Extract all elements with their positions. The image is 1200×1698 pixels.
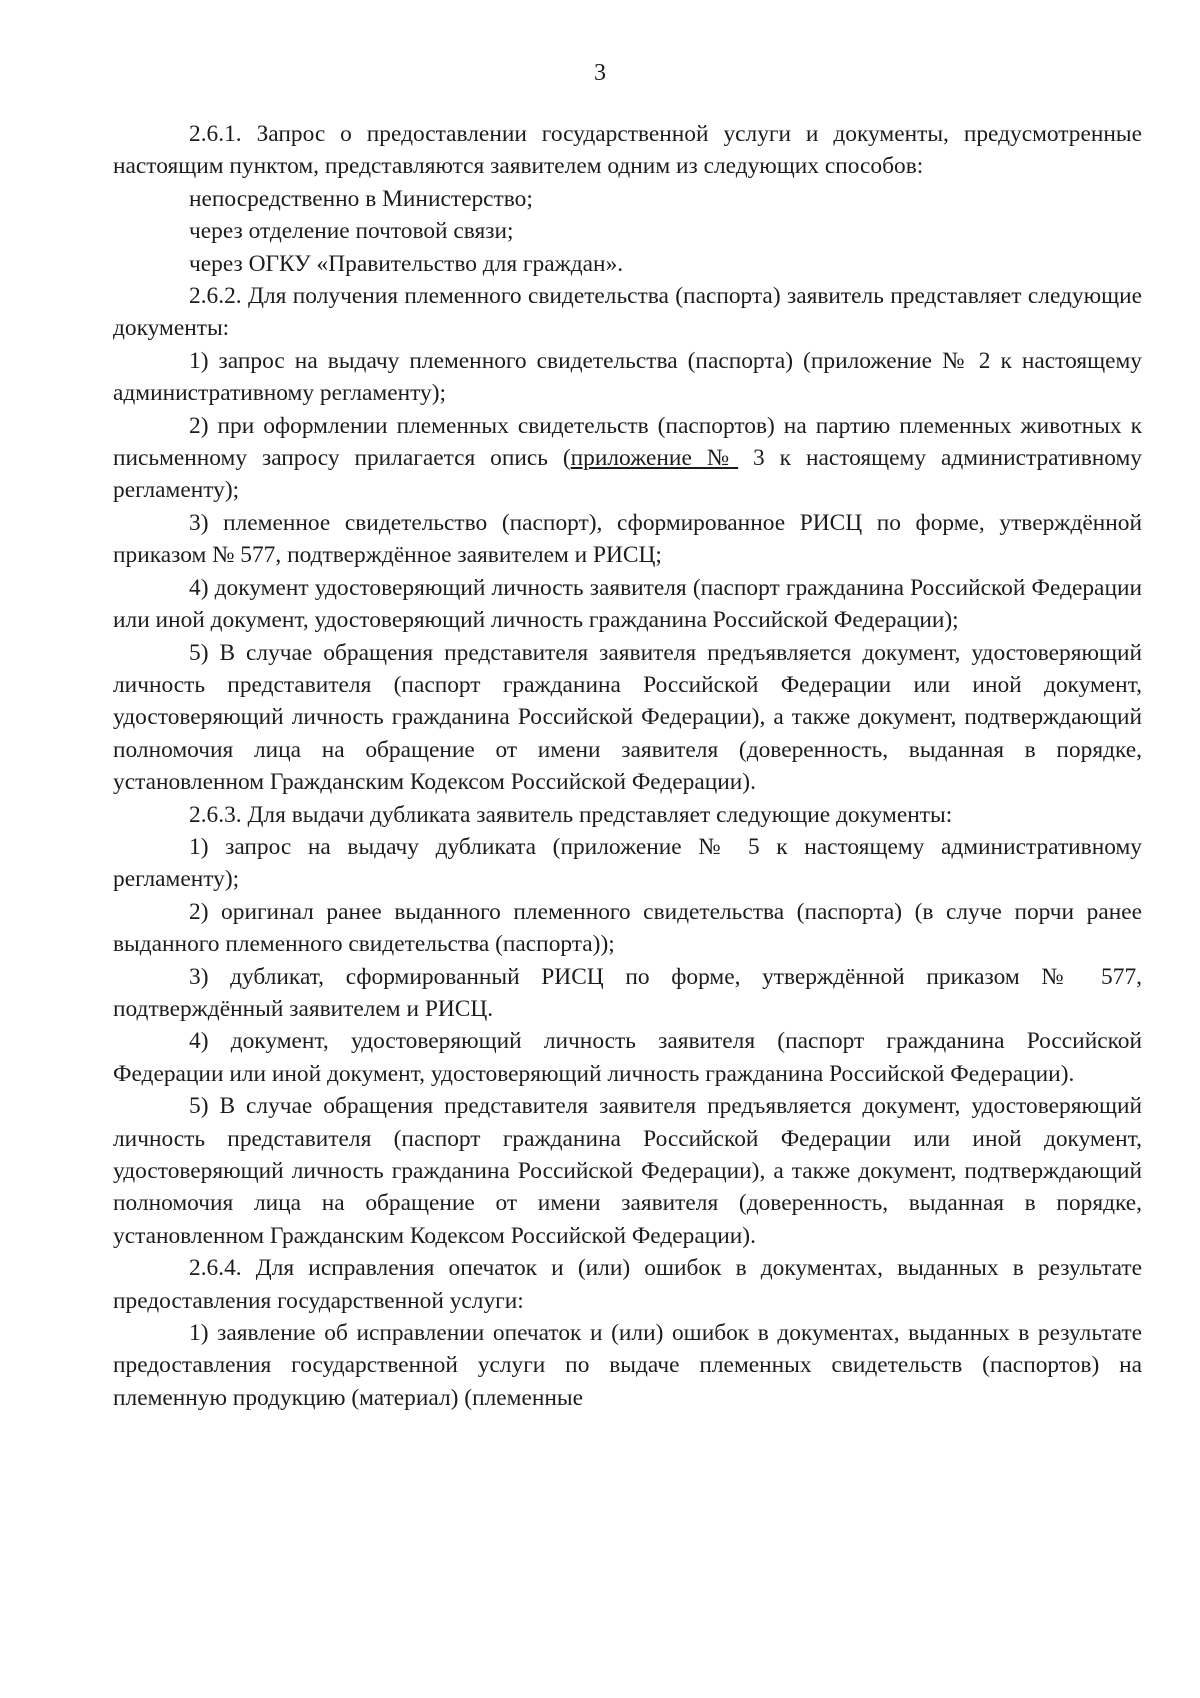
paragraph-2-6-2-item-4: 4) документ удостоверяющий личность заявителя (паспорт гражданина Российской Федерации или иной документ, удостоверяющий личность гражданина Российской Федерации); — [113, 574, 1142, 634]
paragraph-2-6-2-item-2 — [113, 410, 1142, 507]
paragraph-2-6-4: 2.6.4. Для исправления опечаток и (или) ошибок в документах, выданных в результате предоставления государственной услуги: — [113, 1255, 1142, 1314]
paragraph-2-6-3: 2.6.3. Для выдачи дубликата заявитель представляет следующие документы: — [189, 801, 953, 828]
paragraph-2-6-3-item-4: 4) документ, удостоверяющий личность заявителя (паспорт гражданина Российской Федерации или иной документ, удостоверяющий личность гражданина Российской Федерации). — [113, 1028, 1142, 1087]
list-item-post: через отделение почтовой связи; — [189, 218, 514, 245]
paragraph-2-6-2-item-3: 3) племенное свидетельство (паспорт), сформированное РИСЦ по форме, утверждённой приказом № 577, подтверждённое заявителем и РИСЦ; — [113, 509, 1142, 569]
item-2-text-after: 3 к настоящему административному регламенту); — [113, 445, 1143, 504]
page-number: 3 — [594, 60, 606, 86]
paragraph-2-6-3-item-5: 5) В случае обращения представителя заявителя предъявляется документ, удостоверяющий личность представителя (паспорт гражданина Российской Федерации или иной документ, удостоверяющий личность гражданина Российской Федерации), а также документ, подтверждающий полномочия лица на обращение от имени заявителя (доверенность, выданная в порядке, установленном Гражданским Кодексом Российской Федерации). — [113, 1093, 1142, 1249]
list-item-ogku: через ОГКУ «Правительство для граждан». — [189, 250, 624, 277]
item-2-text-before: 2) при оформлении племенных свидетельств (паспортов) на партию племенных животных к письменному запросу прилагается опись ( — [113, 412, 1142, 472]
paragraph-2-6-1: 2.6.1. Запрос о предоставлении государственной услуги и документы, предусмотренные настоящим пунктом, представляются заявителем одним из следующих способов: — [113, 121, 1142, 180]
document-body — [113, 118, 1142, 1414]
paragraph-2-6-2-item-1: 1) запрос на выдачу племенного свидетельства (паспорта) (приложение № 2 к настоящему административному регламенту); — [113, 347, 1142, 407]
list-item-ministry: непосредственно в Министерство; — [189, 185, 533, 212]
paragraph-2-6-2: 2.6.2. Для получения племенного свидетельства (паспорта) заявитель представляет следующие документы: — [113, 283, 1142, 342]
paragraph-2-6-4-item-1: 1) заявление об исправлении опечаток и (или) ошибок в документах, выданных в результате предоставления государственной услуги по выдаче племенных свидетельств (паспортов) на племенную продукцию (материал) (племенные — [113, 1320, 1142, 1411]
appendix-3-link[interactable]: приложение № — [570, 445, 739, 472]
paragraph-2-6-3-item-2: 2) оригинал ранее выданного племенного свидетельства (паспорта) (в случе порчи ранее выданного племенного свидетельства (паспорта)); — [113, 898, 1142, 958]
paragraph-2-6-3-item-3: 3) дубликат, сформированный РИСЦ по форме, утверждённой приказом № 577, подтверждённый заявителем и РИСЦ. — [113, 963, 1142, 1022]
paragraph-2-6-3-item-1: 1) запрос на выдачу дубликата (приложение № 5 к настоящему административному регламенту); — [113, 833, 1142, 893]
paragraph-2-6-2-item-5: 5) В случае обращения представителя заявителя предъявляется документ, удостоверяющий личность представителя (паспорт гражданина Российской Федерации или иной документ, удостоверяющий личность гражданина Российской Федерации), а также документ, подтверждающий полномочия лица на обращение от имени заявителя (доверенность, выданная в порядке, установленном Гражданским Кодексом Российской Федерации). — [113, 639, 1142, 796]
